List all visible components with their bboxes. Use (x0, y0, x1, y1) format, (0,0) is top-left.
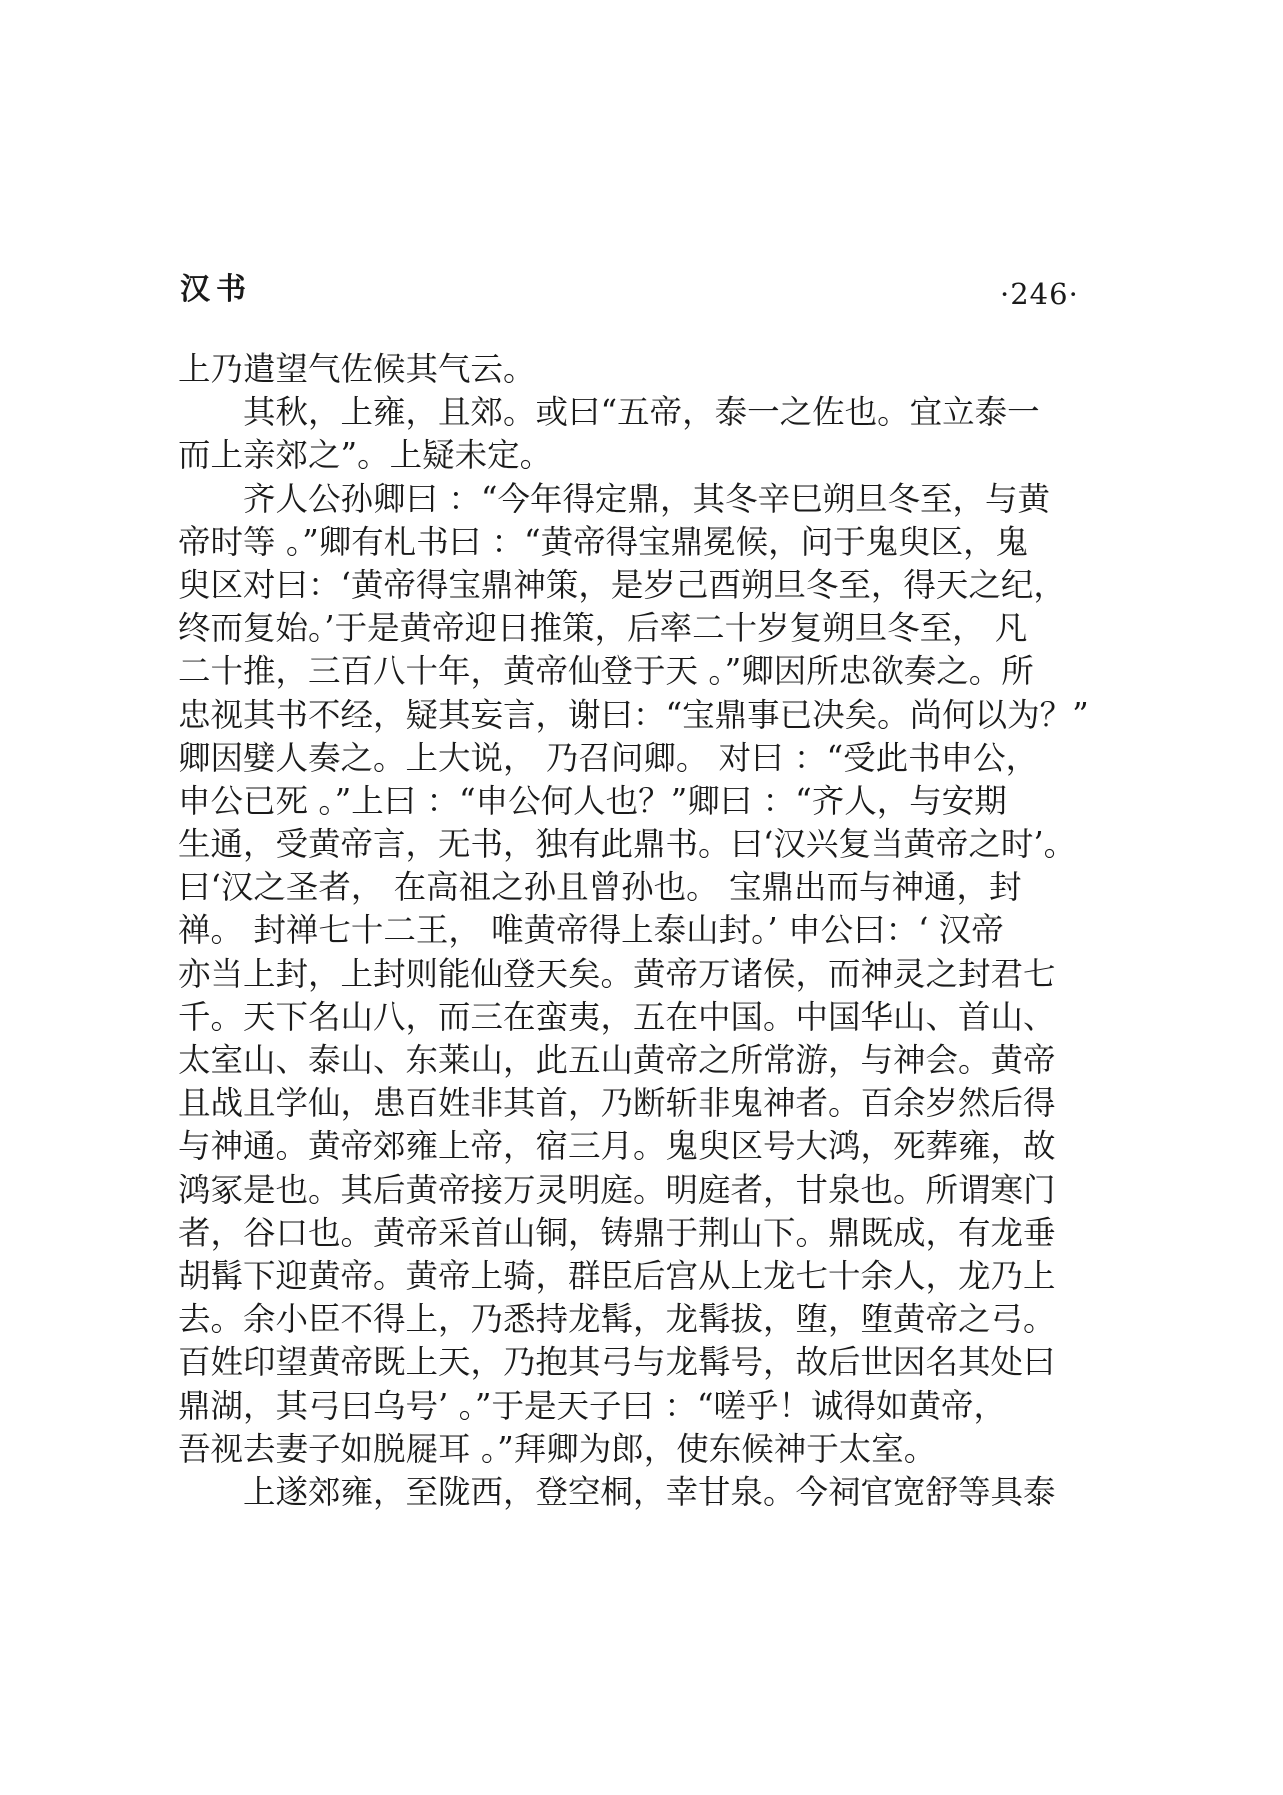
text-line: 齐人公孙卿曰 ：“今年得定鼎，其冬辛巳朔旦冬至，与黄 (178, 479, 1050, 518)
text-line: 臾区对曰：‘黄帝得宝鼎神策，是岁己酉朔旦冬至，得天之纪， (178, 565, 1066, 604)
text-line: 上遂郊雍，至陇西，登空桐，幸甘泉。今祠官宽舒等具泰 (178, 1472, 1056, 1511)
text-line: 太室山、泰山、东莱山，此五山黄帝之所常游，与神会。黄帝 (178, 1041, 1056, 1079)
text-line: 胡髯下迎黄帝。黄帝上骑，群臣后宫从上龙七十余人，龙乃上 (178, 1256, 1056, 1295)
text-line: 曰‘汉之圣者， 在高祖之孙且曾孙也。 宝鼎出而与神通，封 (178, 868, 1022, 907)
text-line: 禅。 封禅七十二王， 唯黄帝得上泰山封。’ 申公曰：‘ 汉帝 (178, 911, 1004, 950)
text-line: 鸿冢是也。其后黄帝接万灵明庭。明庭者，甘泉也。所谓寒门 (178, 1170, 1056, 1209)
text-line: 吾视去妻子如脱屣耳 。”拜卿为郎，使东候神于太室。 (178, 1429, 937, 1468)
text-line: 百姓印望黄帝既上天，乃抱其弓与龙髯号，故后世因名其处曰 (178, 1343, 1056, 1382)
text-line: 二十推，三百八十年，黄帝仙登于天 。”卿因所忠欲奏之。所 (178, 652, 1034, 691)
text-line: 鼎湖，其弓曰乌号’ 。”于是天子曰 ：“嗟乎！诚得如黄帝， (178, 1386, 1006, 1425)
text-line: 亦当上封，上封则能仙登天矣。黄帝万诸侯，而神灵之封君七 (178, 954, 1056, 993)
text-line: 且战且学仙，患百姓非其首，乃断斩非鬼神者。百余岁然后得 (178, 1084, 1056, 1123)
text-line: 忠视其书不经，疑其妄言，谢曰：“宝鼎事已决矣。尚何以为？” (178, 695, 1089, 734)
text-line: 其秋，上雍，且郊。或曰“五帝，泰一之佐也。宜立泰一 (178, 393, 1040, 432)
text-line: 卿因嬖人奏之。上大说， 乃召问卿。 对曰 ：“受此书申公， (178, 738, 1039, 777)
text-line: 上乃遣望气佐候其气云。 (178, 350, 536, 388)
body-text (178, 348, 1138, 1514)
text-line: 千。天下名山八，而三在蛮夷，五在中国。中国华山、首山、 (178, 997, 1056, 1036)
text-line: 者，谷口也。黄帝采首山铜，铸鼎于荆山下。鼎既成，有龙垂 (178, 1213, 1056, 1252)
page-number: ·246· (1000, 277, 1079, 311)
text-line: 与神通。黄帝郊雍上帝，宿三月。鬼臾区号大鸿，死葬雍，故 (178, 1127, 1056, 1166)
text-line: 生通，受黄帝言，无书，独有此鼎书。曰‘汉兴复当黄帝之时’。 (178, 825, 1077, 864)
running-title: 汉书 (180, 272, 252, 307)
text-line: 帝时等 。”卿有札书曰 ：“黄帝得宝鼎冕候，问于鬼臾区，鬼 (178, 522, 1029, 561)
text-line: 终而复始。’于是黄帝迎日推策，后率二十岁复朔旦冬至， 凡 (178, 609, 1028, 648)
text-line: 申公已死 。”上曰 ：“申公何人也？”卿曰 ：“齐人，与安期 (178, 781, 1007, 820)
text-line: 而上亲郊之”。上疑未定。 (178, 436, 553, 475)
text-line: 去。余小臣不得上，乃悉持龙髯，龙髯拔，堕，堕黄帝之弓。 (178, 1300, 1056, 1339)
